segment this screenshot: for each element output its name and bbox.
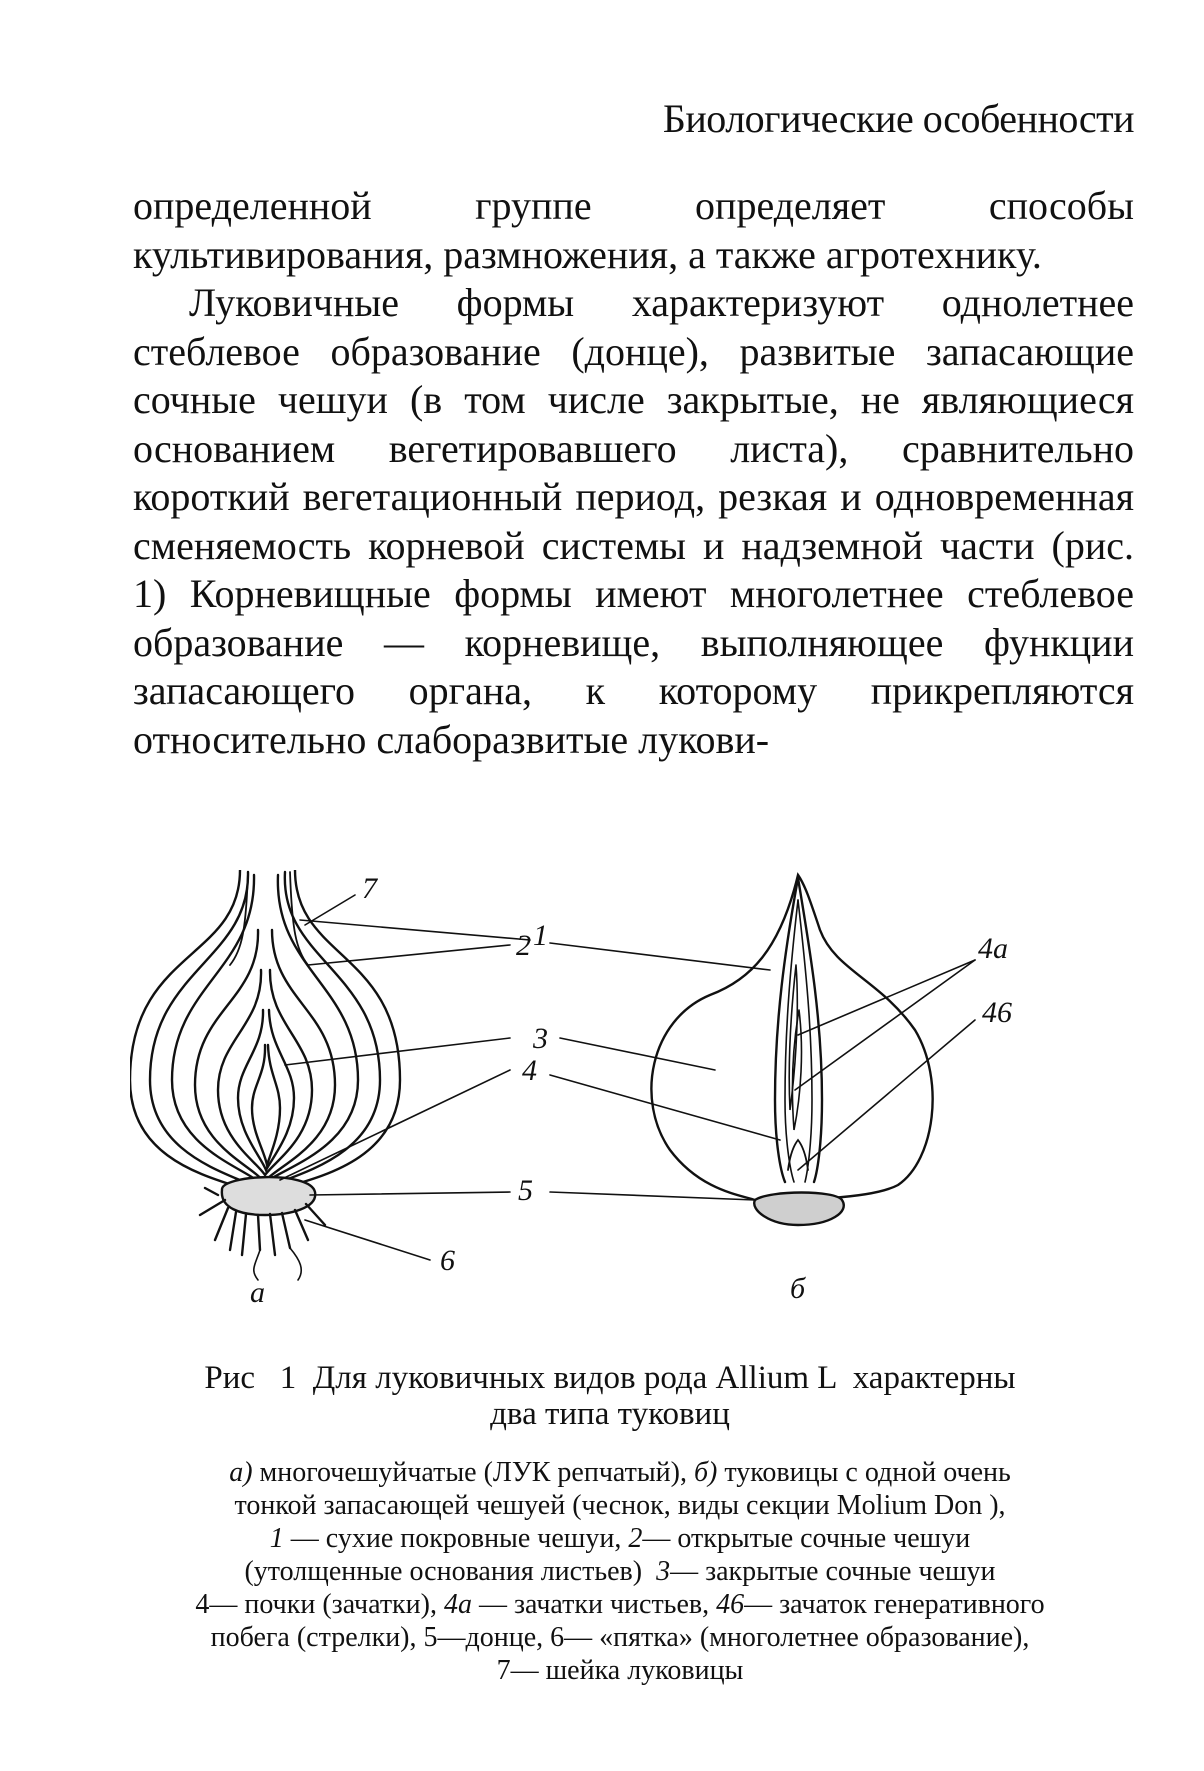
label-4: 4 <box>522 1054 537 1087</box>
label-4a: 4а <box>978 932 1008 965</box>
paragraph-1: определенной группе определяет способы культивирования, размножения, а также агротехнику. <box>133 183 1134 277</box>
figure-legend <box>140 1456 1100 1687</box>
legend-text-4a: — зачатки чистьев, <box>471 1589 717 1620</box>
label-3: 3 <box>533 1022 548 1055</box>
label-2: 2 <box>516 929 531 962</box>
leader-4b <box>798 1020 975 1170</box>
legend-text-1: — сухие покровные чешуи, <box>283 1523 629 1554</box>
running-header: Биологические особенности <box>662 96 1134 141</box>
body-text <box>133 182 1134 764</box>
leader-5b <box>550 1192 755 1200</box>
onion-bulb-illustration <box>130 870 1140 1310</box>
legend-b-text: туковицы с одной очень <box>717 1457 1011 1488</box>
legend-line-1 <box>140 1456 1100 1489</box>
leader-6 <box>305 1220 430 1260</box>
caption-line-1: Рис 1 Для луковичных видов рода Allium L характерны <box>204 1360 1016 1396</box>
subfigure-label-b: б <box>790 1272 806 1305</box>
leader-2 <box>308 945 510 965</box>
leader-1a <box>300 920 530 940</box>
legend-line-6: побега (стрелки), 5—донце, 6— «пятка» (многолетнее образование), <box>210 1622 1030 1653</box>
leader-lines <box>280 895 975 1260</box>
legend-text-4b: — зачаток генеративного <box>744 1589 1045 1620</box>
legend-text-2: — открытые сочные чешуи <box>642 1523 971 1554</box>
bulb-b-drawing <box>651 875 932 1225</box>
leader-5a <box>310 1192 510 1195</box>
caption-line-2: два типа туковиц <box>490 1396 730 1432</box>
leader-3b <box>560 1038 715 1070</box>
legend-line-7: 7— шейка луковицы <box>496 1655 744 1686</box>
legend-text-3: — закрытые сочные чешуи <box>670 1556 996 1587</box>
bulb-a-drawing <box>130 870 400 1280</box>
legend-num-4b: 46 <box>716 1589 745 1620</box>
label-4b: 46 <box>982 996 1012 1029</box>
legend-line-3 <box>140 1522 1100 1555</box>
label-1: 1 <box>533 919 548 952</box>
legend-text-2b: (утолщенные основания листьев) <box>244 1556 657 1587</box>
legend-line-4 <box>140 1555 1100 1588</box>
legend-text-4: 4— почки (зачатки), <box>195 1589 444 1620</box>
leader-1b <box>550 943 770 970</box>
legend-line-5 <box>140 1588 1100 1621</box>
legend-a: а) <box>229 1457 253 1488</box>
leader-7 <box>305 895 355 925</box>
label-7: 7 <box>362 872 377 905</box>
label-6: 6 <box>440 1244 455 1277</box>
paragraph-2: Луковичные формы характеризуют однолетнее стеблевое образование (донце), развитые запасающие сочные чешуи (в том числе закрытые, не являющиеся основанием вегетировавшего листа), сравнительно короткий вегетационный период, резкая и одновременная сменяемость корневой системы и надземной части (рис. 1) Корневищные формы имеют многолетнее стеблевое образование — корневище, выполняющее функции запасающего органа, к которому прикрепляются относительно слаборазвитые лукови- <box>133 280 1134 762</box>
legend-num-4a: 4а <box>443 1589 472 1620</box>
legend-num-1: 1 <box>269 1523 284 1554</box>
legend-num-2: 2 <box>628 1523 643 1554</box>
legend-a-text: многочешуйчатые (ЛУК репчатый), <box>252 1457 694 1488</box>
leader-4a <box>280 1070 510 1180</box>
leader-4b <box>550 1075 780 1140</box>
figure-caption <box>150 1360 1070 1432</box>
legend-num-3: 3 <box>656 1556 671 1587</box>
legend-line-2: тонкой запасающей чешуей (чеснок, виды секции Molium Don ), <box>234 1490 1006 1521</box>
label-5: 5 <box>518 1174 533 1207</box>
legend-b: б) <box>693 1457 718 1488</box>
subfigure-label-a: а <box>250 1276 265 1309</box>
figure-1 <box>130 870 1140 1310</box>
